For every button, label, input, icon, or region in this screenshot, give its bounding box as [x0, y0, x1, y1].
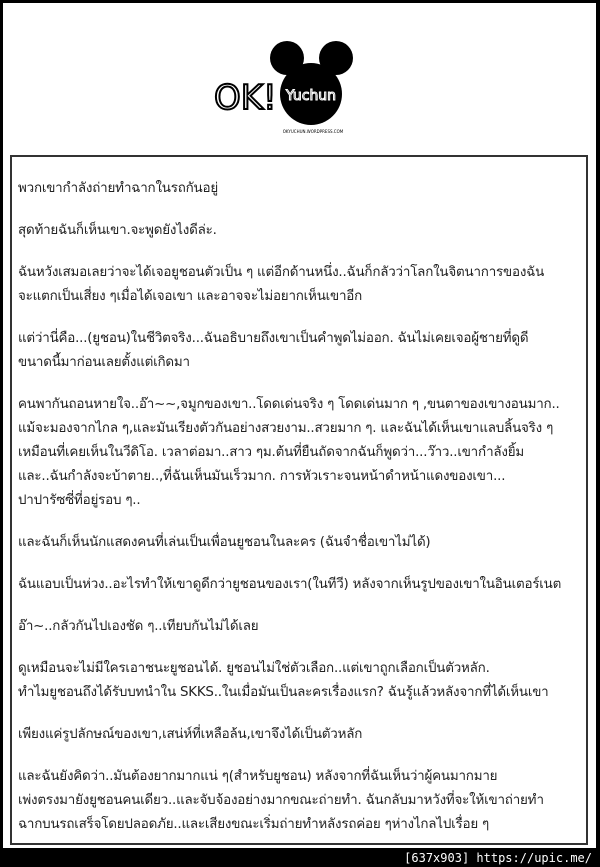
- text-line: ฉันหวังเสมอเลยว่าจะได้เจอยูชอนตัวเป็น ๆ แต่อีกด้านหนึ่ง..ฉันก็กลัวว่าโลกในจิตนาการของฉัน: [18, 265, 545, 280]
- image-host-watermark: [637x903] https://upic.me/: [404, 851, 592, 865]
- article-text: [18, 177, 582, 855]
- text-line: ขนาดนี้มาก่อนเลยตั้งแต่เกิดมา: [18, 355, 190, 370]
- text-line: ปาปารัซซี่ที่อยู่รอบ ๆ..: [18, 493, 141, 508]
- text-line: พวกเขากำลังถ่ายทำฉากในรถกันอยู่: [18, 181, 218, 196]
- paragraph: [18, 327, 582, 375]
- text-line: ฉันแอบเป็นห่วง..อะไรทำให้เขาดูดีกว่ายูชอนของเรา(ในทีวี) หลังจากเห็นรูปของเขาในอินเตอร์เนต: [18, 577, 562, 592]
- paragraph: [18, 531, 582, 555]
- text-line: และ..ฉันกำลังจะบ้าตาย..,ที่ฉันเห็นมันเร็วมาก. การหัวเราะจนหน้าดำหน้าแดงของเขา...: [18, 469, 506, 484]
- page: [3, 3, 596, 848]
- paragraph: [18, 177, 582, 201]
- text-line: แม้จะมองจากไกล ๆ,และมันเรียงตัวกันอย่างสวยงาม..สวยมาก ๆ. และฉันได้เห็นเขาแลบลิ้นจริง ๆ: [18, 421, 554, 436]
- paragraph: [18, 615, 582, 639]
- text-line: คนพากันถอนหายใจ..อ๊า~~,จมูกของเขา..โดดเด่นจริง ๆ โดดเด่นมาก ๆ ,ขนตาของเขางอนมาก..: [18, 397, 560, 412]
- text-line: สุดท้ายฉันก็เห็นเขา.จะพูดยังไงดีล่ะ.: [18, 223, 217, 238]
- text-line: เพ่งตรงมายังยูชอนคนเดียว..และจับจ้องอย่างมากขณะถ่ายทำ. ฉันกลับมาหวังที่จะให้เขาถ่ายทำ: [18, 793, 544, 808]
- text-line: เพียงแค่รูปลักษณ์ของเขา,เสน่ห์ที่เหลือล้น,เขาจึงได้เป็นตัวหลัก: [18, 727, 363, 742]
- text-line: ดูเหมือนจะไม่มีใครเอาชนะยูชอนได้. ยูชอนไม่ใช่ตัวเลือก..แต่เขาถูกเลือกเป็นตัวหลัก.: [18, 661, 490, 676]
- paragraph: [18, 393, 582, 513]
- logo-yuchun-text: Yuchun: [285, 88, 337, 104]
- paragraph: [18, 657, 582, 705]
- ok-yuchun-logo: [208, 35, 368, 135]
- paragraph: [18, 219, 582, 243]
- text-line: และฉันก็เห็นนักแสดงคนที่เล่นเป็นเพื่อนยูชอนในละคร (ฉันจำชื่อเขาไม่ได้): [18, 535, 431, 550]
- text-line: ฉากบนรถเสร็จโดยปลอดภัย..และเสียงขณะเริ่มถ่ายทำหลังรถค่อย ๆห่างไกลไปเรื่อย ๆ: [18, 817, 490, 832]
- logo-ok-text: OK!: [214, 78, 277, 118]
- paragraph: [18, 573, 582, 597]
- paragraph: [18, 723, 582, 747]
- text-line: เหมือนที่เคยเห็นในวีดิโอ. เวลาต่อมา..สาว ๆม.ต้นที่ยืนถัดจากฉันก็พูดว่า...ว๊าว..เขากำลังยิ้ม: [18, 445, 525, 460]
- paragraph: [18, 765, 582, 837]
- text-line: และฉันยังคิดว่า..มันต้องยากมากแน่ ๆ(สำหรับยูชอน) หลังจากที่ฉันเห็นว่าผู้คนมากมาย: [18, 769, 498, 784]
- paragraph: [18, 261, 582, 309]
- text-line: ทำไมยูชอนถึงได้รับบทนำใน SKKS..ในเมื่อมันเป็นละครเรื่องแรก? ฉันรู้แล้วหลังจากที่ได้เห็นเขา: [18, 685, 549, 700]
- article-box: [10, 155, 588, 845]
- text-line: จะแตกเป็นเสี่ยง ๆเมื่อได้เจอเขา และอาจจะไม่อยากเห็นเขาอีก: [18, 289, 363, 304]
- logo-caption: OKYUCHUN.WORDPRESS.COM: [282, 129, 344, 134]
- text-line: แต่ว่านี่คือ...(ยูชอน)ในชีวิตจริง...ฉันอธิบายถึงเขาเป็นคำพูดไม่ออก. ฉันไม่เคยเจอผู้ชายที่ดูดี: [18, 331, 529, 346]
- text-line: อ๊า~..กลัวกันไปเองชัด ๆ..เทียบกันไม่ได้เลย: [18, 619, 259, 634]
